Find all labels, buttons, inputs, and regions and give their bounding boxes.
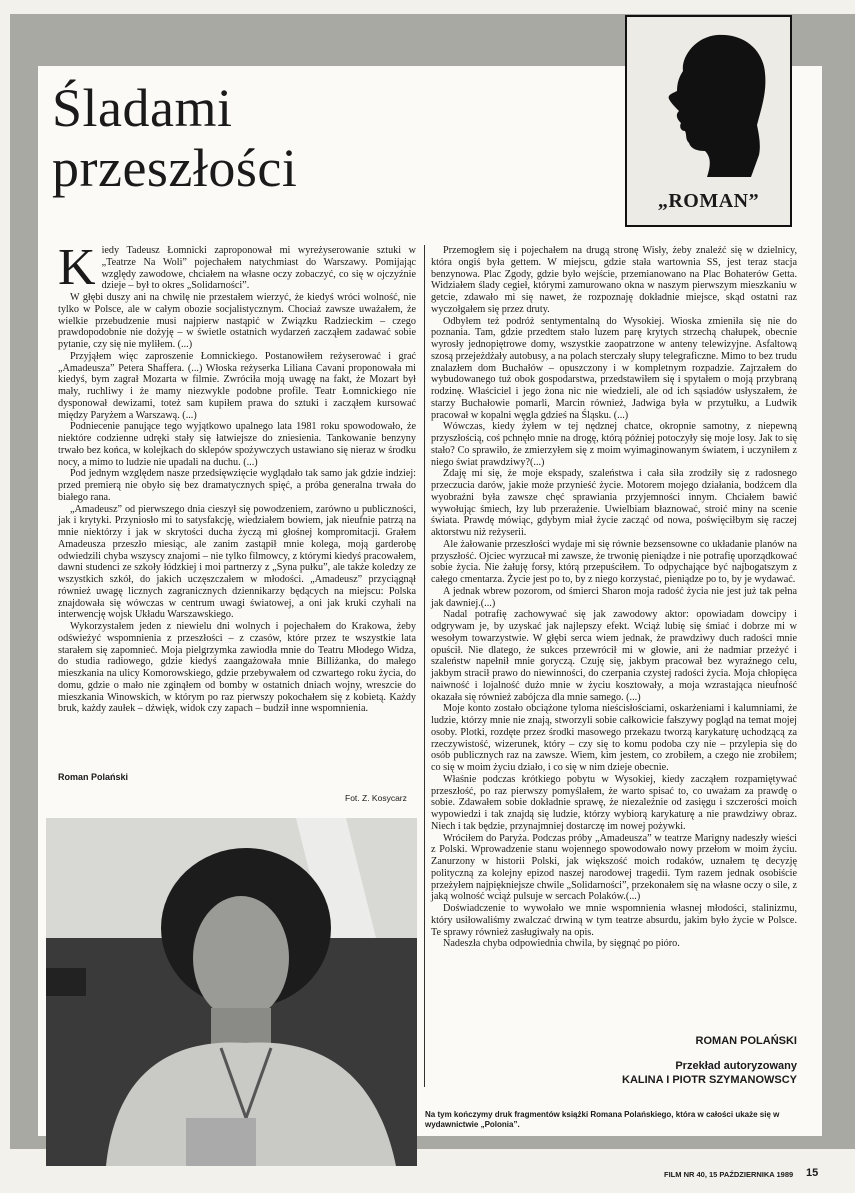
paragraph: Ale żałowanie przeszłości wydaje mi się równie bezsensowne co układanie planów na przyszłość. Ojciec wyrzucał mi zawsze, że trwonię pieniądze i nie potrafię uporządkować sobie życia. Nie żałuję forsy, którą przepuściłem. To odpychające być najbogatszym z całego cmentarza. Życie jest po to, by z niego korzystać, pieniądze po to, by je wydawać. [431,538,797,585]
silhouette-portrait-box [625,15,792,227]
author-photo [46,818,417,1166]
translators: KALINA I PIOTR SZYMANOWSCY [622,1074,797,1086]
paragraph: W głębi duszy ani na chwilę nie przestałem wierzyć, że kiedyś wróci wolność, nie tylko w Polsce, ale w całym obozie socjalistycznym. Chociaż zawsze uważałem, że wielkie przebudzenie musi najpierw nastąpić w Związku Radzieckim – czego prawdopodobnie nie dożyję – w świetle ostatnich wydarzeń zacząłem zadawać sobie pytanie, czy się nie myliłem. (...) [58,292,416,350]
footnote: Na tym kończymy druk fragmentów książki Romana Polańskiego, która w całości ukaże się w wydawnictwie „Polonia”. [425,1110,780,1129]
portrait-caption: „ROMAN” [657,190,760,212]
author-signature-right: ROMAN POLAŃSKI [695,1035,797,1047]
paragraph: Właśnie podczas krótkiego pobytu w Wysokiej, kiedy zacząłem rozpamiętywać przeszłość, po raz pierwszy pomyślałem, że warto spisać to, co uważam za prawdę o sobie. Zdawałem sobie dokładnie sprawę, że niezależnie od zasięgu i szczerości moich wypowiedzi i tak znajdą się ludzie, którzy wybiorą karykaturę a nie prawdziwy obraz. Niech i tak będzie, przynajmniej dostarczę im nowej pożywki. [431,773,797,832]
first-paragraph [58,239,416,296]
paragraph: Nadal potrafię zachowywać się jak zawodowy aktor: opowiadam dowcipy i odgrywam je, by uzyskać jak najlepszy efekt. Wciąż lubię się śmiać i dobrze mi w wesołym towarzystwie. W głębi serca wiem jednak, że prawdziwy duch radości mnie opuścił. Nie dlatego, że sukces przewrócił mi w głowie, ani że nadmiar przeżyć i szaleństw napełnił mnie goryczą. Czuję się, jakbym pracował bez wyraźnego celu, jakbym stracił prawo do niewinności, do czerpania czystej radości życia. Moja chłopięca naiwność i lojalność dużo mnie w życiu kosztowały, a moja wzrastająca nieufność okazała się również zabójcza dla mnie samego. (...) [431,609,797,703]
drop-cap: K [58,239,96,296]
author-photo-image [46,818,417,1166]
paragraph: Pod jednym względem nasze przedsięwzięcie wyglądało tak samo jak gdzie indziej: przed premierą nie obyło się bez dramatycznych spięć, a próba generalna trwała do białego rana. [58,468,416,503]
title-line-1: Śladami [52,78,233,138]
page-number: 15 [806,1167,819,1179]
issue-footer: FILM NR 40, 15 PAŹDZIERNIKA 1989 [664,1170,794,1179]
paragraph: Zdaję mi się, że moje ekspady, szaleństwa i cała siła zrodziły się z radosnego przeczucia darów, jakie może przynieść życie. Motorem mojego działania, bodźcem dla wyobraźni była zawsze chęć sprawiania przyjemności innym. Chciałem bawić wywołując śmiech, łzy lub przerażenie. Uwielbiam błaznować, stroić miny na scenie świata. Prawdę mówiąc, gdybym miał życie zacząć od nowa, poświęciłbym się raczej aktorstwu niż reżyserii. [431,468,797,538]
paragraph: Podniecenie panujące tego wyjątkowo upalnego lata 1981 roku spowodowało, że niektóre codzienne udręki stały się łatwiejsze do zniesienia. Tankowanie benzyny trwało bez końca, w kolejkach do sklepów spożywczych ustawiano się nieraz w środku nocy, a mimo to ludzie nie upadali na duchu. (...) [58,421,416,468]
paragraph: Wykorzystałem jeden z niewielu dni wolnych i pojechałem do Krakowa, żeby odświeżyć wspomnienia z przeszłości – z czasów, które przez te wszystkie lata starałem się zapomnieć. Moja pielgrzymka zawiodła mnie do Teatru Młodego Widza, do studia radiowego, gdzie kiedyś zaangażowała mnie Billiżanka, do małego mieszkania na ulicy Komorowskiego, gdzie przebywałem od czwartego roku życia, do domu, gdzie o mało nie zginąłem od bomby w ostatnich dniach wojny, wreszcie do mieszkania Winowskich, w którym po raz pierwszy pokochałem się z kobietą. Każdy bruk, każdy zaułek – dźwięk, widok czy zapach – budził inne wspomnienia. [58,621,416,715]
right-column [431,245,797,950]
left-column [58,239,416,715]
paragraph: Moje konto zostało obciążone tyloma nieścisłościami, oskarżeniami i kalumniami, że ludzie, którzy mnie nie znają, stworzyli sobie całkowicie fałszywy pogląd na temat mojej osoby. Plotki, rozdęte przez środki masowego przekazu tworzą karykaturę uchodzącą za rzeczywistość, wizerunek, który – czy się to komu podoba czy nie – przylepia się do osób publicznych raz na zawsze. Wiem, kim jestem, co zrobiłem, a czego nie zrobiłem; co się w moim życiu działo, i co się w nim dzieje obecnie. [431,703,797,773]
paragraph: Nadeszła chyba odpowiednia chwila, by sięgnąć po pióro. [443,938,680,950]
paragraph: Wróciłem do Paryża. Podczas próby „Amadeusza” w teatrze Marigny nadeszły wieści z Polski. Wprowadzenie stanu wojennego spowodowało nowy przełom w moim życiu. Zanurzony w historii Polski, jak większość moich rodaków, uznałem tę decyzję polityczną za kolejny epizod naszej narodowej tragedii. Tym razem jednak osobiście przeżyłem najpiękniejsze chwile „Solidarności”, przekonałem się na własne oczy o sile, z jaką wolność wciąż pulsuje w sercach Polaków.(...) [431,832,797,903]
paragraph: Przemogłem się i pojechałem na drugą stronę Wisły, żeby znaleźć się w dzielnicy, która ongiś była gettem. W miejscu, gdzie stała wartownia SS, jest teraz stacja benzynowa. Plac Zgody, gdzie było wejście, przemianowano na Plac Bohaterów Getta. Widziałem ślady cegieł, którymi zamurowano okna w naszym pierwszym mieszkaniu w getcie, zdawało mi się nawet, że rozpoznaję dokładnie miejsce, skąd ostatni raz wyczołgałem się przez druty. [431,245,797,315]
silhouette-profile-image [647,27,772,177]
photo-credit: Fot. Z. Kosycarz [345,793,407,803]
article-title [52,78,382,198]
paragraph-text: iedy Tadeusz Łomnicki zaproponował mi wyreżyserowanie sztuki w „Teatrze Na Woli” pojechałem natychmiast do Warszawy. Pomijając względy zawodowe, chciałem na własne oczy zobaczyć, co się w ojczyźnie dzieje – był to okres „Solidarności”. [101,245,416,292]
column-divider [424,245,425,1087]
title-line-2: przeszłości [52,138,298,198]
author-signature-left: Roman Polański [58,772,129,782]
paragraph: Odbyłem też podróż sentymentalną do Wysokiej. Wioska zmieniła się nie do poznania. Tam, gdzie przedtem stało luzem parę krytych strzechą chałupek, obecnie wyrosły jednopiętrowe domy, wszystkie zaopatrzone w anteny telewizyjne. Asfaltową szosą przejeżdżały autobusy, a na polach sterczały słupy telegraficzne. Mimo to bez trudu znalazłem dom Buchałów – opuszczony i w kompletnym rozpadzie. Zajrzałem do wybudowanego tuż obok gospodarstwa, przedstawiłem się i spytałem o moją przybraną rodzinę. Właściciel i jego żona nic nie wiedzieli, ale od ich sąsiadów usłyszałem, że starzy Buchałowie pomarli, Marcin również, Jadwiga była w przytułku, a Ludwik pracował w kopalni węgla gdzieś na Śląsku. (...) [431,315,797,421]
paragraph: Doświadczenie to wywołało we mnie wspomnienia własnej młodości, stalinizmu, który usiłowaliśmy zwalczać drwiną w tym teatrze absurdu, jakim było życie w Polsce. Te sprawy również zasługiwały na opis. [431,903,797,938]
paragraph: Wówczas, kiedy żyłem w tej nędznej chatce, okropnie samotny, z niepewną przyszłością, coś pchnęło mnie na drogę, którą później potoczyły się moje losy. Jak to się stało? Co sprawiło, że zmierzyłem się z moim wyimaginowanym światem, i uczyniłem z niego świat prawdziwy?(...) [431,421,797,468]
paragraph: A jednak wbrew pozorom, od śmierci Sharon moja radość życia nie jest już tak pełna jak dawniej.(...) [431,585,797,609]
paragraph: „Amadeusz” od pierwszego dnia cieszył się powodzeniem, zarówno u publiczności, jak i krytyki. Przyniosło mi to satysfakcję, wiedziałem bowiem, jak nieufnie patrzą na mnie niektórzy i jak w skrytości ducha życzą mi głośnej kompromitacji. Grałem Amadeusza przeszło miesiąc, ale zanim zastąpił mnie kolega, moją garderobę odwiedzili chyba wszyscy znajomi – nie tylko filmowcy, z którymi kiedyś pracowałem, dawni studenci ze szkoły łódzkiej i moi partnerzy z „Syna pułku”, ale także koledzy ze wszystkich szkół, do jakich uczęszczałem w młodości. „Amadeusz” przyciągnął również uwagę licznych zagranicznych dziennikarzy będących na miejscu: Polska znajdowała się wówczas w centrum uwagi światowej, a oni jak kruki czyhali na interwencję wojsk Układu Warszawskiego. [58,503,416,621]
paragraph: Przyjąłem więc zaproszenie Łomnickiego. Postanowiłem reżyserować i grać „Amadeusza” Petera Shaffera. (...) Włoska reżyserka Liliana Cavani proponowała mi kiedyś, bym zagrał Mozarta w filmie. Zwróciła moją uwagę na fakt, że Mozart był mały, ruchliwy i że mamy niezwykle podobne profile. Teatr Łomnickiego nie dysponował dewizami, toteż sam kupiłem prawa do sztuki i zacząłem kursować między Paryżem a Warszawą. (...) [58,350,416,421]
translation-label: Przekład autoryzowany [675,1060,797,1072]
